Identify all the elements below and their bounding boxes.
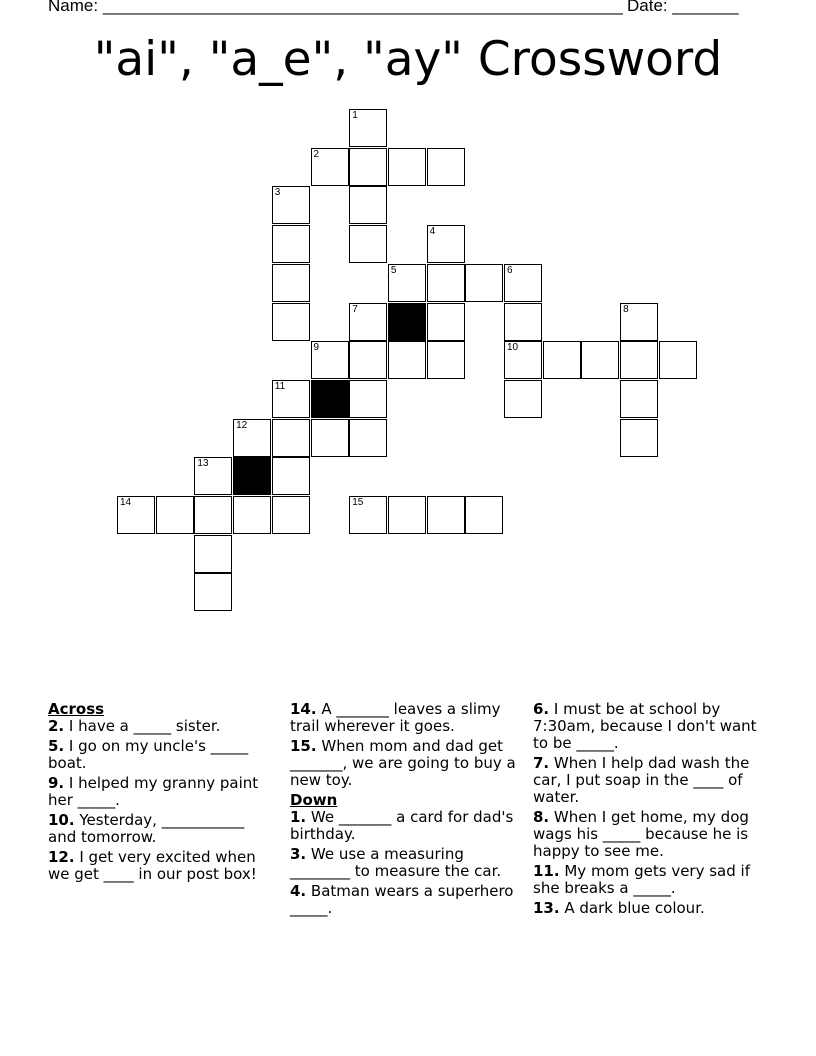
- black-square: [388, 303, 426, 341]
- clue-number: 2: [313, 148, 320, 160]
- clues-column-1: [48, 701, 276, 886]
- grid-cell[interactable]: [388, 496, 426, 534]
- grid-cell[interactable]: [620, 341, 658, 379]
- grid-cell[interactable]: [349, 496, 387, 534]
- grid-cell[interactable]: [349, 341, 387, 379]
- date-line: _______: [672, 0, 739, 15]
- clue-down-1: 1. We _______ a card for dad's birthday.: [290, 808, 514, 843]
- grid-cell[interactable]: [427, 341, 465, 379]
- grid-cell[interactable]: [620, 380, 658, 418]
- clue-number: 3: [274, 187, 281, 199]
- black-square: [311, 380, 349, 418]
- grid-cell[interactable]: [272, 419, 310, 457]
- clue-across-15: 15. When mom and dad get _______, we are going to buy a new toy.: [290, 737, 516, 789]
- grid-cell[interactable]: [194, 496, 232, 534]
- name-line: _______________________________________________________: [102, 0, 623, 15]
- grid-cell[interactable]: [349, 225, 387, 263]
- grid-cell[interactable]: [272, 225, 310, 263]
- grid-cell[interactable]: [388, 148, 426, 186]
- clue-number: 15: [352, 497, 364, 508]
- clue-across-9: 9. I helped my granny paint her _____.: [48, 774, 259, 809]
- clue-across-10: 10. Yesterday, ___________ and tomorrow.: [48, 811, 245, 846]
- grid-cell[interactable]: [272, 457, 310, 495]
- grid-cell[interactable]: [620, 303, 658, 341]
- across-heading: Across: [48, 700, 105, 718]
- grid-cell[interactable]: [349, 303, 387, 341]
- grid-cell[interactable]: [465, 496, 503, 534]
- clue-number: 5: [390, 264, 397, 276]
- clue-number: 6: [507, 264, 513, 276]
- clue-across-2: 2. I have a _____ sister.: [48, 717, 221, 735]
- grid-cell[interactable]: [194, 535, 232, 573]
- grid-cell[interactable]: [117, 496, 155, 534]
- clue-down-7: 7. When I help dad wash the car, I put soap in the ____ of water.: [533, 754, 750, 806]
- grid-cell[interactable]: [388, 341, 426, 379]
- grid-cell[interactable]: [272, 380, 310, 418]
- grid-cell[interactable]: [233, 419, 271, 457]
- page-title: "ai", "a_e", "ay" Crossword: [93, 32, 723, 87]
- grid-cell[interactable]: [349, 109, 387, 147]
- clue-down-11: 11. My mom gets very sad if she breaks a _____.: [533, 862, 750, 897]
- clue-number: 1: [352, 110, 358, 121]
- grid-cell[interactable]: [427, 225, 465, 263]
- clues-column-2: [290, 701, 522, 920]
- grid-cell[interactable]: [581, 341, 619, 379]
- grid-cell[interactable]: [427, 496, 465, 534]
- grid-cell[interactable]: [272, 264, 310, 302]
- grid-cell[interactable]: [194, 573, 232, 611]
- grid-cell[interactable]: [194, 457, 232, 495]
- grid-cell[interactable]: [659, 341, 697, 379]
- grid-cell[interactable]: [311, 341, 349, 379]
- clue-number: 12: [236, 419, 248, 431]
- down-heading: Down: [290, 791, 338, 809]
- grid-cell[interactable]: [349, 186, 387, 224]
- grid-cell[interactable]: [465, 264, 503, 302]
- clue-number: 9: [313, 342, 320, 354]
- grid-cell[interactable]: [233, 496, 271, 534]
- grid-cell[interactable]: [311, 148, 349, 186]
- grid-cell[interactable]: [156, 496, 194, 534]
- clue-down-3: 3. We use a measuring ________ to measure the car.: [290, 845, 502, 880]
- grid-cell[interactable]: [272, 186, 310, 224]
- clue-down-8: 8. When I get home, my dog wags his _____ because he is happy to see me.: [533, 808, 749, 860]
- clue-down-13: 13. A dark blue colour.: [533, 899, 705, 917]
- clue-across-12: 12. I get very excited when we get ____ in our post box!: [48, 848, 257, 883]
- clue-number: 11: [274, 380, 286, 392]
- date-label: Date:: [627, 0, 668, 15]
- grid-cell[interactable]: [349, 148, 387, 186]
- clue-down-4: 4. Batman wears a superhero _____.: [290, 882, 514, 917]
- grid-cell[interactable]: [504, 264, 542, 302]
- grid-cell[interactable]: [620, 419, 658, 457]
- grid-cell[interactable]: [504, 303, 542, 341]
- clue-down-6: 6. I must be at school by 7:30am, because I don't want to be _____.: [533, 700, 757, 752]
- clue-number: 14: [120, 497, 132, 508]
- clue-number: 4: [429, 226, 436, 238]
- grid-cell[interactable]: [504, 341, 542, 379]
- grid-cell[interactable]: [272, 496, 310, 534]
- grid-cell[interactable]: [543, 341, 581, 379]
- clues-column-3: [533, 701, 773, 920]
- grid-cell[interactable]: [427, 303, 465, 341]
- grid-cell[interactable]: [349, 419, 387, 457]
- grid-cell[interactable]: [427, 264, 465, 302]
- clue-across-5: 5. I go on my uncle's _____ boat.: [48, 737, 249, 772]
- clue-number: 10: [507, 342, 519, 354]
- grid-cell[interactable]: [349, 380, 387, 418]
- name-label: Name:: [48, 0, 99, 15]
- name-field[interactable]: [48, 0, 623, 16]
- clue-across-14: 14. A _______ leaves a slimy trail wherever it goes.: [290, 700, 501, 735]
- grid-cell[interactable]: [311, 419, 349, 457]
- date-field[interactable]: [627, 0, 739, 16]
- grid-cell[interactable]: [272, 303, 310, 341]
- grid-cell[interactable]: [504, 380, 542, 418]
- clue-number: 13: [197, 458, 209, 470]
- black-square: [233, 457, 271, 495]
- grid-cell[interactable]: [427, 148, 465, 186]
- clue-number: 7: [352, 303, 358, 315]
- clue-number: 8: [623, 303, 629, 315]
- grid-cell[interactable]: [388, 264, 426, 302]
